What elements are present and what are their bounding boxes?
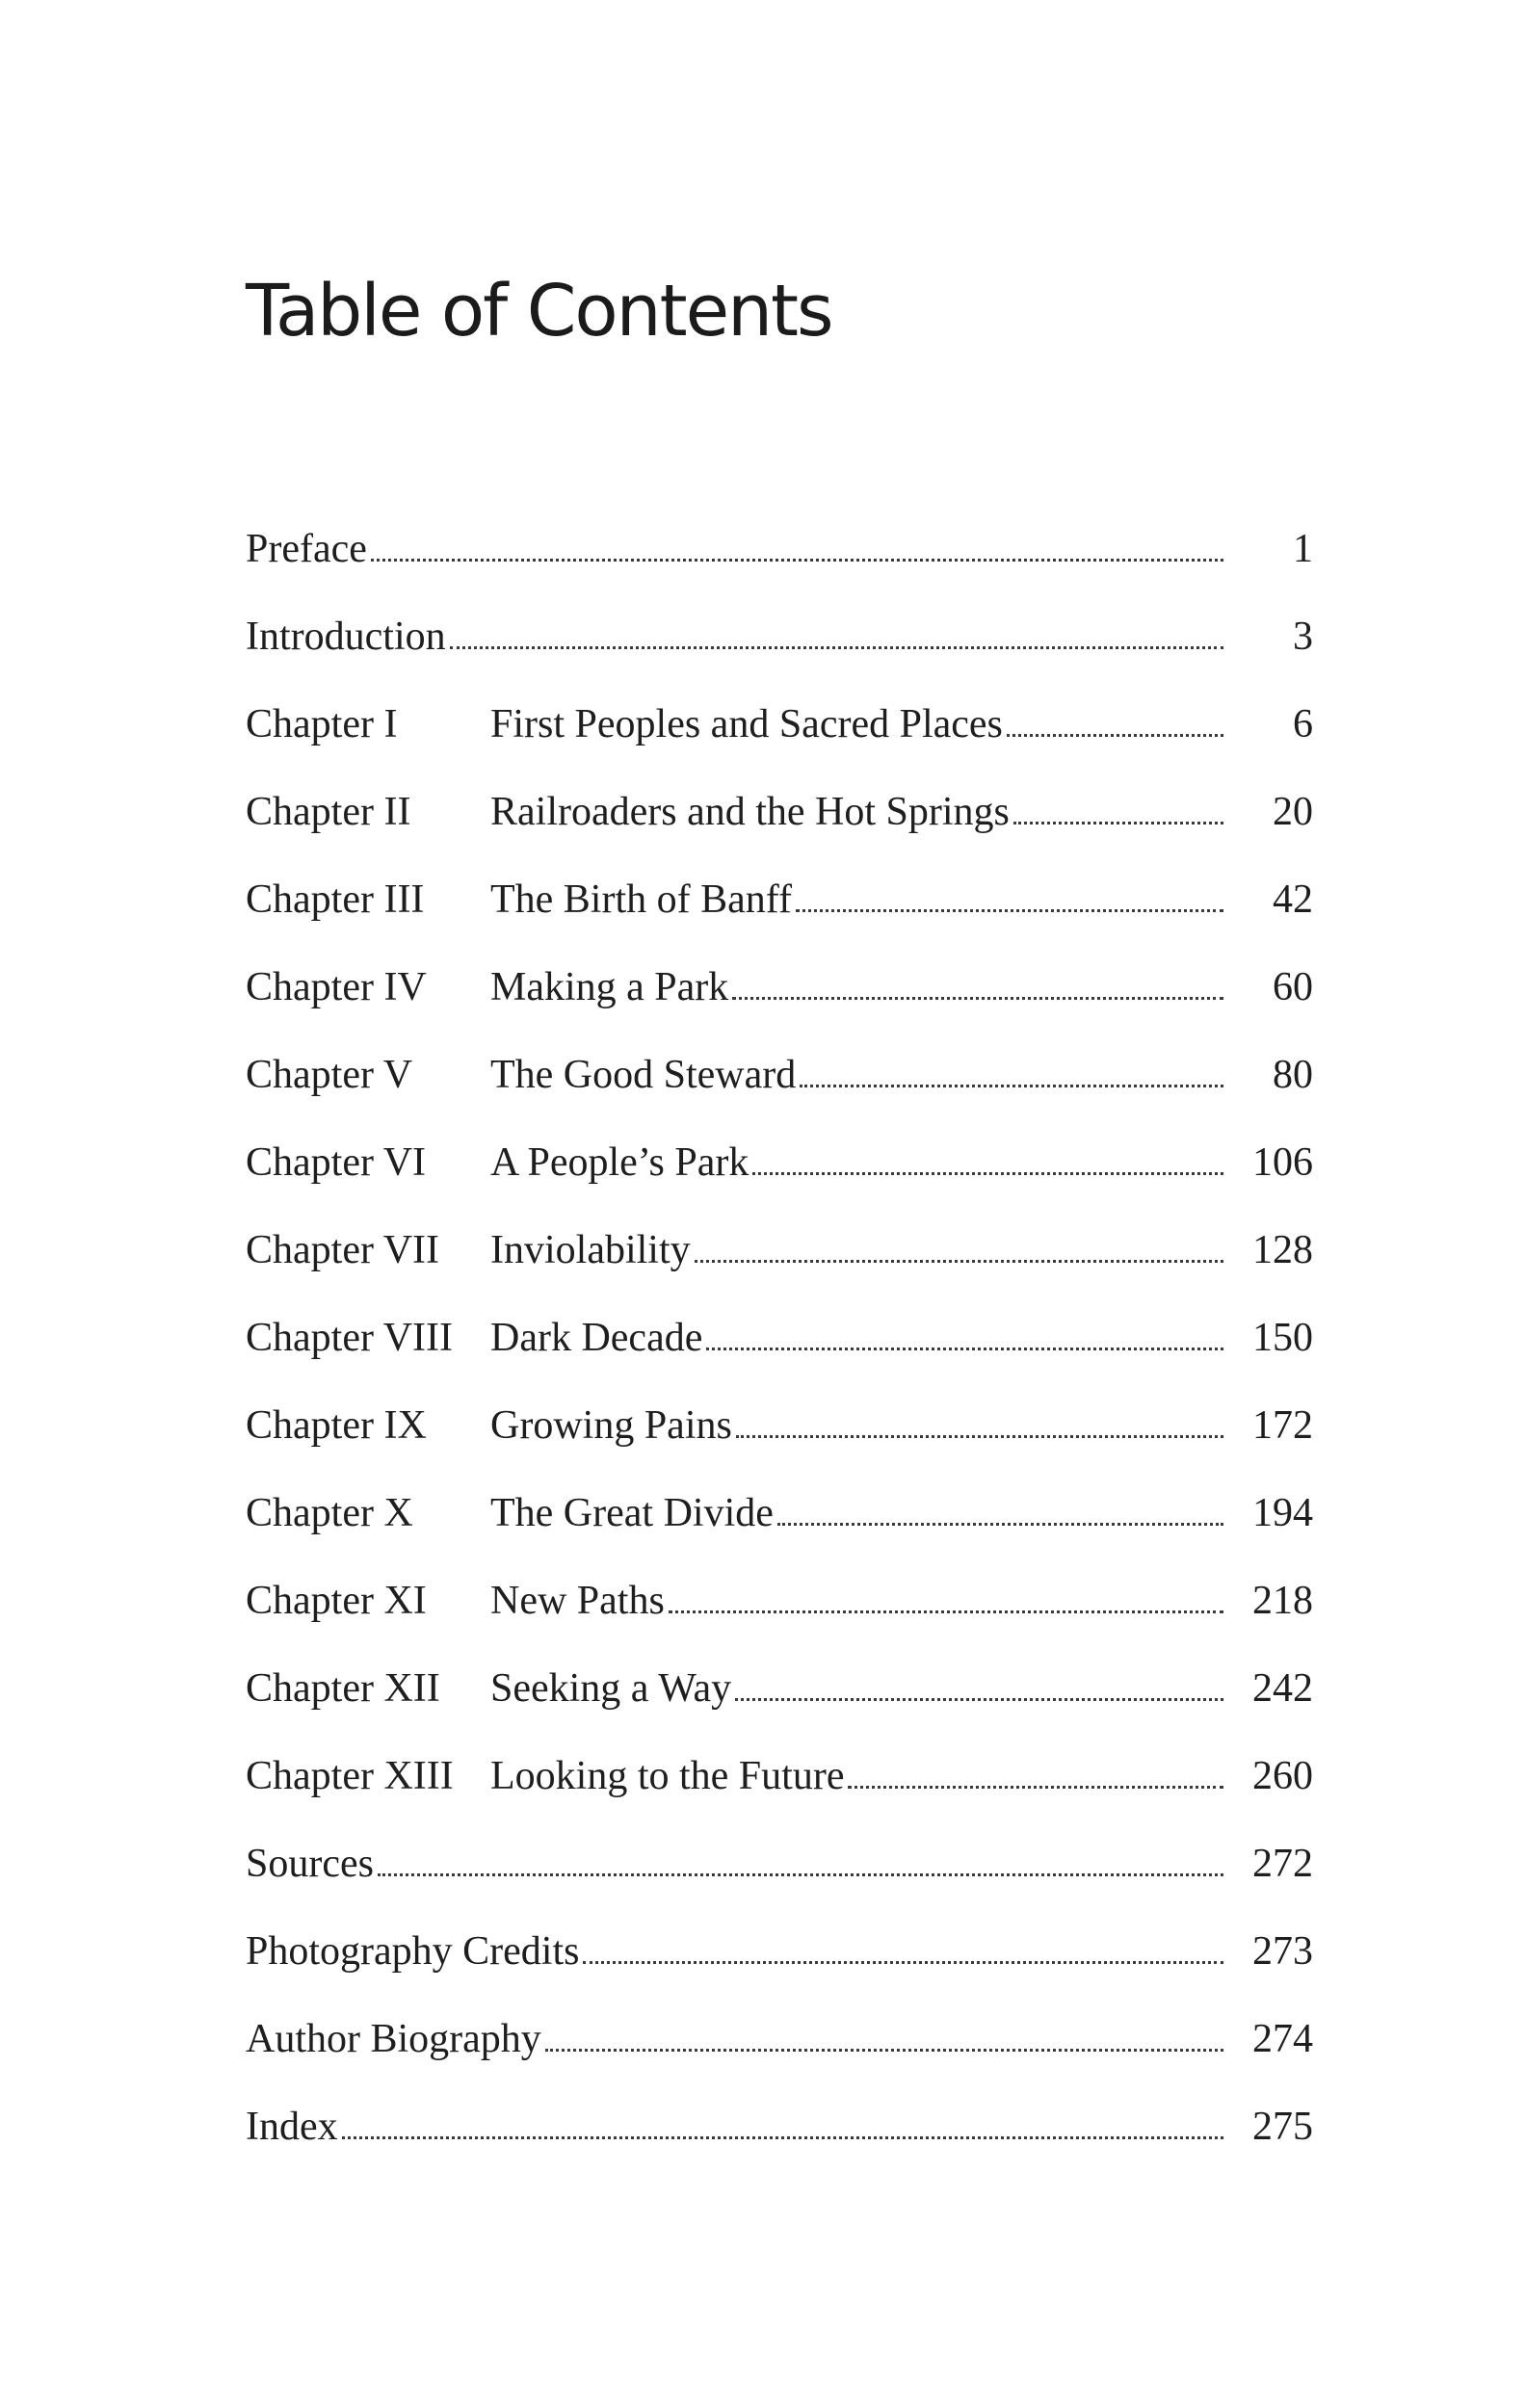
- entry-title: Author Biography: [246, 2017, 541, 2061]
- toc-entry[interactable]: [246, 1533, 1313, 1621]
- page-number: 106: [1252, 1140, 1313, 1185]
- entry-title: Preface: [246, 527, 367, 571]
- dot-leader: [583, 1961, 1223, 1964]
- chapter-number: Chapter II: [246, 790, 411, 834]
- page-number: 272: [1252, 1842, 1313, 1886]
- toc-entry[interactable]: [246, 920, 1313, 1008]
- entry-title: Inviolability: [490, 1228, 691, 1272]
- chapter-number: Chapter V: [246, 1053, 413, 1097]
- dot-leader: [371, 559, 1223, 562]
- page-number: 60: [1273, 965, 1313, 1009]
- toc-entry[interactable]: [246, 657, 1313, 745]
- chapter-number: Chapter XIII: [246, 1754, 454, 1798]
- toc-entry[interactable]: [246, 1270, 1313, 1358]
- page-number: 128: [1252, 1228, 1313, 1272]
- page-number: 273: [1252, 1929, 1313, 1974]
- entry-title: Railroaders and the Hot Springs: [490, 790, 1010, 834]
- page-number: 242: [1252, 1666, 1313, 1711]
- entry-title: Looking to the Future: [490, 1754, 845, 1798]
- toc-entry[interactable]: [246, 1358, 1313, 1446]
- toc-entry[interactable]: [246, 1446, 1313, 1533]
- dot-leader: [706, 1348, 1223, 1350]
- toc-entry[interactable]: [246, 2059, 1313, 2147]
- entry-title: Seeking a Way: [490, 1666, 732, 1711]
- chapter-number: Chapter IV: [246, 965, 427, 1009]
- entry-title: The Good Steward: [490, 1053, 797, 1097]
- page-number: 260: [1252, 1754, 1313, 1798]
- chapter-number: Chapter X: [246, 1491, 413, 1535]
- entry-title: First Peoples and Sacred Places: [490, 702, 1003, 746]
- dot-leader: [342, 2136, 1223, 2139]
- entry-title: Growing Pains: [490, 1403, 732, 1448]
- toc-entry[interactable]: [246, 1008, 1313, 1095]
- chapter-number: Chapter I: [246, 702, 398, 746]
- page-number: 42: [1273, 877, 1313, 922]
- page-number: 275: [1252, 2105, 1313, 2149]
- entry-title: Making a Park: [490, 965, 729, 1009]
- page-number: 150: [1252, 1316, 1313, 1360]
- dot-leader: [378, 1873, 1223, 1876]
- chapter-number: Chapter IX: [246, 1403, 427, 1448]
- page-number: 80: [1273, 1053, 1313, 1097]
- entry-title: Photography Credits: [246, 1929, 580, 1974]
- toc-entry[interactable]: [246, 1709, 1313, 1796]
- entry-title: Dark Decade: [490, 1316, 703, 1360]
- entry-title: A People’s Park: [490, 1140, 749, 1185]
- dot-leader: [735, 1698, 1223, 1701]
- page-number: 172: [1252, 1403, 1313, 1448]
- dot-leader: [752, 1172, 1223, 1175]
- toc-entry[interactable]: [246, 1884, 1313, 1972]
- toc-entry[interactable]: [246, 1972, 1313, 2059]
- chapter-number: Chapter VIII: [246, 1316, 453, 1360]
- dot-leader: [695, 1260, 1223, 1263]
- page-number: 274: [1252, 2017, 1313, 2061]
- toc-entry[interactable]: [246, 569, 1313, 657]
- dot-leader: [777, 1523, 1223, 1526]
- page-number: 6: [1293, 702, 1313, 746]
- toc-entry[interactable]: [246, 745, 1313, 832]
- toc-entry[interactable]: [246, 832, 1313, 920]
- dot-leader: [796, 909, 1223, 912]
- dot-leader: [1013, 822, 1223, 824]
- dot-leader: [800, 1085, 1223, 1087]
- toc-entry[interactable]: [246, 1183, 1313, 1270]
- entry-title: The Birth of Banff: [490, 877, 792, 922]
- page-number: 1: [1293, 527, 1313, 571]
- page-number: 218: [1252, 1579, 1313, 1623]
- toc-entry[interactable]: [246, 1796, 1313, 1884]
- entry-title: New Paths: [490, 1579, 665, 1623]
- toc-entry[interactable]: [246, 482, 1313, 569]
- entry-title: The Great Divide: [490, 1491, 774, 1535]
- page-number: 3: [1293, 615, 1313, 659]
- toc-entry[interactable]: [246, 1095, 1313, 1183]
- toc-list: [246, 482, 1313, 2147]
- dot-leader: [848, 1786, 1223, 1789]
- dot-leader: [545, 2049, 1223, 2052]
- entry-title: Sources: [246, 1842, 374, 1886]
- chapter-number: Chapter VII: [246, 1228, 439, 1272]
- entry-title: Index: [246, 2105, 338, 2149]
- dot-leader: [732, 997, 1223, 1000]
- page-number: 20: [1273, 790, 1313, 834]
- toc-entry[interactable]: [246, 1621, 1313, 1709]
- dot-leader: [736, 1435, 1223, 1438]
- entry-title: Introduction: [246, 615, 446, 659]
- chapter-number: Chapter VI: [246, 1140, 427, 1185]
- dot-leader: [450, 646, 1223, 649]
- page-number: 194: [1252, 1491, 1313, 1535]
- page-title: Table of Contents: [246, 270, 832, 353]
- dot-leader: [669, 1610, 1223, 1613]
- chapter-number: Chapter XII: [246, 1666, 440, 1711]
- chapter-number: Chapter III: [246, 877, 425, 922]
- chapter-number: Chapter XI: [246, 1579, 427, 1623]
- dot-leader: [1007, 734, 1223, 737]
